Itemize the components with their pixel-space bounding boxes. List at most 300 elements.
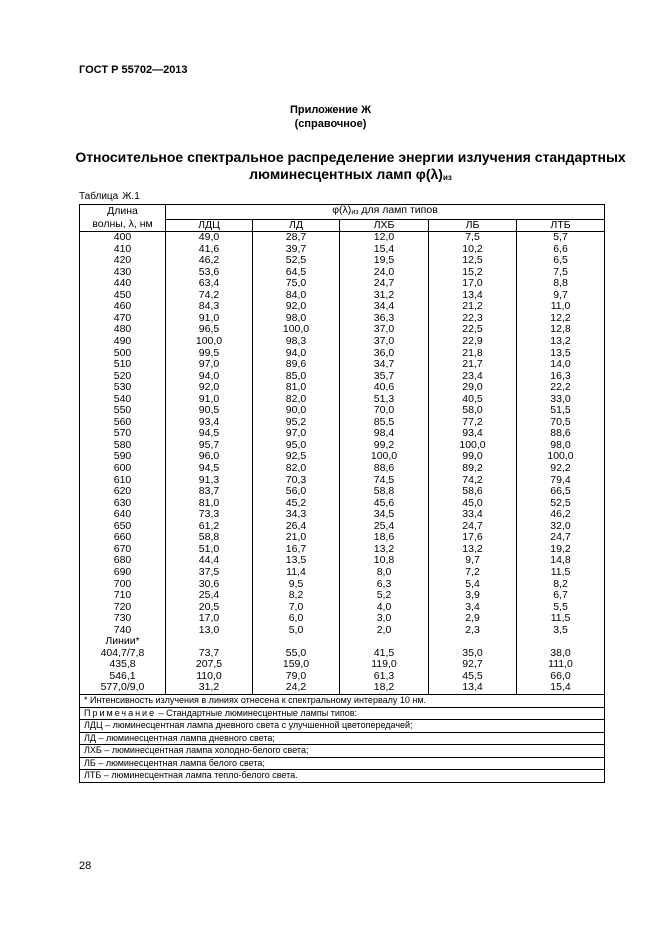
group-rest: для ламп типов	[358, 204, 438, 216]
cell-value: 93,4	[429, 428, 517, 440]
cell-value: 94,5	[166, 428, 253, 440]
cell-value: 6,6	[517, 244, 605, 256]
table-row	[80, 313, 605, 325]
cell-value: 40,6	[340, 382, 429, 394]
table-caption-prefix: Таблица	[79, 191, 119, 202]
cell-value: 45,5	[429, 671, 517, 683]
cell-value: 2,0	[340, 625, 429, 637]
table-title-line2	[60, 166, 641, 186]
cell-value: 100,0	[517, 451, 605, 463]
cell-value: 89,2	[429, 463, 517, 475]
cell-value: 35,0	[429, 648, 517, 660]
table-row	[80, 417, 605, 429]
cell-value: 66,5	[517, 486, 605, 498]
cell-value: 13,0	[166, 625, 253, 637]
table-row	[80, 486, 605, 498]
cell-value: 13,4	[429, 682, 517, 694]
cell-value: 24,7	[340, 278, 429, 290]
cell-wavelength: 700	[80, 579, 166, 591]
cell-value: 34,5	[340, 509, 429, 521]
wavelength-head-line2: волны, λ, нм	[92, 218, 153, 231]
cell-value: 34,3	[253, 509, 340, 521]
table-row	[80, 405, 605, 417]
cell-value: 58,6	[429, 486, 517, 498]
footnote	[80, 694, 605, 707]
cell-value: 159,0	[253, 659, 340, 671]
cell-value: 2,3	[429, 625, 517, 637]
table-row	[80, 348, 605, 360]
cell-value: 15,4	[340, 244, 429, 256]
cell-value: 31,2	[166, 682, 253, 694]
cell-wavelength: 720	[80, 602, 166, 614]
col-header-wavelength	[80, 205, 166, 232]
cell-wavelength: 404,7/7,8	[80, 648, 166, 660]
cell-value: 63,4	[166, 278, 253, 290]
cell-wavelength: 546,1	[80, 671, 166, 683]
cell-value: 21,2	[429, 301, 517, 313]
cell-wavelength: 410	[80, 244, 166, 256]
cell-wavelength: 660	[80, 532, 166, 544]
cell-wavelength: 480	[80, 324, 166, 336]
cell-value: 33,0	[517, 394, 605, 406]
table-row	[80, 255, 605, 267]
cell-value: 92,7	[429, 659, 517, 671]
cell-value: 100,0	[429, 440, 517, 452]
cell-value: 22,9	[429, 336, 517, 348]
cell-value: 51,3	[340, 394, 429, 406]
cell-value: 39,7	[253, 244, 340, 256]
cell-value: 99,5	[166, 348, 253, 360]
cell-value: 51,0	[166, 544, 253, 556]
table-caption-num: Ж.1	[122, 191, 140, 202]
cell-value: 37,0	[340, 324, 429, 336]
cell-value: 70,0	[340, 405, 429, 417]
col-header-4: ЛТБ	[517, 219, 605, 232]
cell-value: 46,2	[166, 255, 253, 267]
cell-value: 74,5	[340, 475, 429, 487]
definition	[80, 745, 605, 758]
table-row	[80, 278, 605, 290]
cell-value: 88,6	[340, 463, 429, 475]
cell-value: 26,4	[253, 521, 340, 533]
cell-value: 85,5	[340, 417, 429, 429]
appendix-title: Приложение Ж	[289, 104, 372, 116]
wavelength-head-line1: Длина	[107, 205, 138, 218]
group-phi-sub: из	[351, 209, 359, 216]
cell-value: 55,0	[253, 648, 340, 660]
cell-value: 3,0	[340, 613, 429, 625]
cell-value: 91,0	[166, 313, 253, 325]
cell-wavelength: 500	[80, 348, 166, 360]
cell-value: 97,0	[253, 428, 340, 440]
cell-value: 13,2	[517, 336, 605, 348]
cell-wavelength: 400	[80, 232, 166, 244]
document-id: ГОСТ Р 55702—2013	[79, 64, 188, 76]
cell-value: 8,0	[340, 567, 429, 579]
table-row	[80, 555, 605, 567]
table-row	[80, 567, 605, 579]
cell-value: 58,8	[340, 486, 429, 498]
cell-value: 81,0	[166, 498, 253, 510]
cell-value: 13,2	[429, 544, 517, 556]
cell-wavelength: 420	[80, 255, 166, 267]
cell-wavelength: 600	[80, 463, 166, 475]
note-text	[80, 707, 605, 720]
cell-value: 14,8	[517, 555, 605, 567]
cell-value: 91,0	[166, 394, 253, 406]
cell-value: 28,7	[253, 232, 340, 244]
cell-value: 83,7	[166, 486, 253, 498]
note-label: Примечание	[84, 707, 157, 718]
cell-value: 89,6	[253, 359, 340, 371]
cell-value: 45,2	[253, 498, 340, 510]
table-row	[80, 498, 605, 510]
col-header-1: ЛД	[253, 219, 340, 232]
cell-value: 111,0	[517, 659, 605, 671]
cell-wavelength: 650	[80, 521, 166, 533]
cell-value: 34,4	[340, 301, 429, 313]
cell-value: 16,7	[253, 544, 340, 556]
cell-value: 5,0	[253, 625, 340, 637]
cell-value: 6,3	[340, 579, 429, 591]
cell-wavelength: 450	[80, 290, 166, 302]
cell-value: 90,0	[253, 405, 340, 417]
cell-value: 119,0	[340, 659, 429, 671]
note-text: – Стандартные люминесцентные лампы типов:	[156, 707, 358, 718]
cell-value: 11,0	[517, 301, 605, 313]
cell-value: 10,2	[429, 244, 517, 256]
cell-value: 5,4	[429, 579, 517, 591]
cell-value: 5,7	[517, 232, 605, 244]
cell-wavelength: 590	[80, 451, 166, 463]
cell-value: 31,2	[340, 290, 429, 302]
cell-value: 46,2	[517, 509, 605, 521]
spectral-table	[79, 204, 605, 783]
cell-value: 19,2	[517, 544, 605, 556]
cell-value: 8,2	[253, 590, 340, 602]
table-row	[80, 440, 605, 452]
cell-value: 85,0	[253, 371, 340, 383]
table-row	[80, 475, 605, 487]
cell-value: 13,2	[340, 544, 429, 556]
cell-wavelength: 640	[80, 509, 166, 521]
cell-value: 88,6	[517, 428, 605, 440]
note	[80, 707, 605, 720]
cell-value: 40,5	[429, 394, 517, 406]
cell-wavelength: 630	[80, 498, 166, 510]
cell-value: 98,0	[517, 440, 605, 452]
cell-value: 19,5	[340, 255, 429, 267]
cell-value: 24,7	[429, 521, 517, 533]
definition-text: ЛД – люминесцентная лампа дневного света;	[80, 732, 605, 745]
table-title-line1: Относительное спектральное распределение энергии излучения стандартных	[75, 149, 626, 165]
cell-wavelength: 530	[80, 382, 166, 394]
cell-value: 2,9	[429, 613, 517, 625]
cell-value: 64,5	[253, 267, 340, 279]
table-row	[80, 336, 605, 348]
cell-value: 11,5	[517, 613, 605, 625]
cell-value: 70,3	[253, 475, 340, 487]
cell-value: 52,5	[253, 255, 340, 267]
table-row	[80, 232, 605, 244]
table-row	[80, 625, 605, 637]
table-row	[80, 324, 605, 336]
table-row	[80, 371, 605, 383]
table-row	[80, 463, 605, 475]
table-row	[80, 671, 605, 683]
cell-value: 11,5	[517, 567, 605, 579]
cell-wavelength: 620	[80, 486, 166, 498]
definition-text: ЛТБ – люминесцентная лампа тепло-белого света.	[80, 770, 605, 783]
cell-value: 92,0	[166, 382, 253, 394]
col-header-0: ЛДЦ	[166, 219, 253, 232]
table-row	[80, 521, 605, 533]
appendix-subtitle: (справочное)	[294, 118, 367, 130]
table-caption	[79, 191, 140, 202]
cell-value: 73,3	[166, 509, 253, 521]
cell-value: 10,8	[340, 555, 429, 567]
cell-value: 4,0	[340, 602, 429, 614]
cell-value: 25,4	[340, 521, 429, 533]
cell-value: 7,2	[429, 567, 517, 579]
cell-value: 92,5	[253, 451, 340, 463]
cell-value: 3,4	[429, 602, 517, 614]
cell-value: 81,0	[253, 382, 340, 394]
table-row	[80, 359, 605, 371]
cell-wavelength: 680	[80, 555, 166, 567]
cell-value: 35,7	[340, 371, 429, 383]
cell-value: 3,5	[517, 625, 605, 637]
cell-wavelength: 740	[80, 625, 166, 637]
table-row	[80, 532, 605, 544]
cell-value: 36,3	[340, 313, 429, 325]
cell-value: 16,3	[517, 371, 605, 383]
table-row	[80, 290, 605, 302]
cell-value: 90,5	[166, 405, 253, 417]
cell-value: 100,0	[166, 336, 253, 348]
cell-value: 24,0	[340, 267, 429, 279]
cell-value: 56,0	[253, 486, 340, 498]
cell-wavelength: 570	[80, 428, 166, 440]
cell-wavelength: 430	[80, 267, 166, 279]
cell-value: 9,7	[517, 290, 605, 302]
cell-value: 94,0	[166, 371, 253, 383]
cell-value: 21,8	[429, 348, 517, 360]
cell-value: 13,5	[517, 348, 605, 360]
cell-wavelength: 577,0/9,0	[80, 682, 166, 694]
table-row	[80, 648, 605, 660]
cell-value: 98,3	[253, 336, 340, 348]
footnote-text: * Интенсивность излучения в линиях отнесена к спектральному интервалу 10 нм.	[80, 694, 605, 707]
cell-value: 94,0	[253, 348, 340, 360]
cell-value: 36,0	[340, 348, 429, 360]
title-sub: из	[442, 173, 452, 182]
cell-wavelength: 540	[80, 394, 166, 406]
definition	[80, 770, 605, 783]
cell-value: 45,6	[340, 498, 429, 510]
cell-wavelength: 670	[80, 544, 166, 556]
cell-value: 98,0	[253, 313, 340, 325]
cell-value: 96,0	[166, 451, 253, 463]
cell-value: 13,5	[253, 555, 340, 567]
cell-value: 17,0	[429, 278, 517, 290]
cell-value: 14,0	[517, 359, 605, 371]
cell-value: 37,0	[340, 336, 429, 348]
cell-value: 61,2	[166, 521, 253, 533]
cell-value: 70,5	[517, 417, 605, 429]
cell-wavelength: 610	[80, 475, 166, 487]
definition-text: ЛБ – люминесцентная лампа белого света;	[80, 757, 605, 770]
cell-value: 7,5	[429, 232, 517, 244]
cell-value: 5,2	[340, 590, 429, 602]
cell-value: 11,4	[253, 567, 340, 579]
cell-value: 23,4	[429, 371, 517, 383]
cell-value: 7,5	[517, 267, 605, 279]
cell-value: 61,3	[340, 671, 429, 683]
cell-wavelength: 580	[80, 440, 166, 452]
cell-value: 21,7	[429, 359, 517, 371]
definition	[80, 757, 605, 770]
cell-value: 51,5	[517, 405, 605, 417]
cell-value: 49,0	[166, 232, 253, 244]
cell-value: 75,0	[253, 278, 340, 290]
table-row	[80, 244, 605, 256]
table-row	[80, 451, 605, 463]
cell-value: 12,2	[517, 313, 605, 325]
cell-value: 95,2	[253, 417, 340, 429]
cell-value: 21,0	[253, 532, 340, 544]
cell-value: 53,6	[166, 267, 253, 279]
table-row	[80, 382, 605, 394]
cell-value: 41,6	[166, 244, 253, 256]
cell-value: 12,8	[517, 324, 605, 336]
title-main: люминесцентных ламп φ(λ)	[249, 166, 443, 182]
cell-value: 66,0	[517, 671, 605, 683]
cell-value: 30,6	[166, 579, 253, 591]
table-row	[80, 428, 605, 440]
cell-value: 58,0	[429, 405, 517, 417]
cell-value: 6,7	[517, 590, 605, 602]
cell-value: 9,7	[429, 555, 517, 567]
cell-wavelength: 460	[80, 301, 166, 313]
cell-value: 44,4	[166, 555, 253, 567]
cell-wavelength: 490	[80, 336, 166, 348]
cell-value: 77,2	[429, 417, 517, 429]
cell-value: 5,5	[517, 602, 605, 614]
cell-value: 22,5	[429, 324, 517, 336]
cell-wavelength: 510	[80, 359, 166, 371]
definition-text: ЛДЦ – люминесцентная лампа дневного света с улучшенной цветопередачей;	[80, 720, 605, 733]
cell-value: 74,2	[429, 475, 517, 487]
cell-wavelength: 440	[80, 278, 166, 290]
cell-value: 94,5	[166, 463, 253, 475]
cell-value: 82,0	[253, 394, 340, 406]
cell-value: 79,0	[253, 671, 340, 683]
cell-value: 6,0	[253, 613, 340, 625]
cell-value: 6,5	[517, 255, 605, 267]
page-number: 28	[79, 860, 92, 872]
cell-value: 29,0	[429, 382, 517, 394]
cell-value: 25,4	[166, 590, 253, 602]
cell-value: 33,4	[429, 509, 517, 521]
cell-value: 52,5	[517, 498, 605, 510]
cell-value: 99,2	[340, 440, 429, 452]
cell-value: 92,2	[517, 463, 605, 475]
col-header-group	[166, 205, 605, 220]
cell-value: 74,2	[166, 290, 253, 302]
cell-value: 97,0	[166, 359, 253, 371]
cell-value: 22,3	[429, 313, 517, 325]
cell-value: 18,2	[340, 682, 429, 694]
cell-value: 207,5	[166, 659, 253, 671]
cell-value: 3,9	[429, 590, 517, 602]
group-phi: φ(λ)	[332, 204, 352, 216]
cell-wavelength: 710	[80, 590, 166, 602]
table-row	[80, 602, 605, 614]
cell-wavelength: 435,8	[80, 659, 166, 671]
cell-value: 9,5	[253, 579, 340, 591]
col-header-2: ЛХБ	[340, 219, 429, 232]
table-row	[80, 267, 605, 279]
cell-value: 13,4	[429, 290, 517, 302]
cell-value: 100,0	[340, 451, 429, 463]
cell-value: 99,0	[429, 451, 517, 463]
table-row	[80, 613, 605, 625]
cell-wavelength: 470	[80, 313, 166, 325]
table-row-lines-label	[80, 636, 605, 648]
cell-value: 95,0	[253, 440, 340, 452]
table-row	[80, 301, 605, 313]
cell-wavelength: 730	[80, 613, 166, 625]
cell-value: 96,5	[166, 324, 253, 336]
cell-value: 41,5	[340, 648, 429, 660]
cell-value: 93,4	[166, 417, 253, 429]
table-row	[80, 509, 605, 521]
cell-value: 8,2	[517, 579, 605, 591]
cell-value: 24,2	[253, 682, 340, 694]
cell-wavelength: 520	[80, 371, 166, 383]
cell-value: 32,0	[517, 521, 605, 533]
cell-value: 15,2	[429, 267, 517, 279]
cell-value: 73,7	[166, 648, 253, 660]
cell-value: 84,0	[253, 290, 340, 302]
table-row	[80, 590, 605, 602]
cell-value: 18,6	[340, 532, 429, 544]
cell-value: 7,0	[253, 602, 340, 614]
cell-value: 98,4	[340, 428, 429, 440]
cell-value: 15,4	[517, 682, 605, 694]
lines-label: Линии*	[80, 636, 166, 648]
cell-value: 34,7	[340, 359, 429, 371]
cell-value: 110,0	[166, 671, 253, 683]
cell-value: 17,6	[429, 532, 517, 544]
table-row	[80, 659, 605, 671]
cell-value: 84,3	[166, 301, 253, 313]
cell-value: 92,0	[253, 301, 340, 313]
cell-value: 12,0	[340, 232, 429, 244]
definition-text: ЛХБ – люминесцентная лампа холодно-белого света;	[80, 745, 605, 758]
col-header-3: ЛБ	[429, 219, 517, 232]
cell-wavelength: 690	[80, 567, 166, 579]
cell-value: 22,2	[517, 382, 605, 394]
cell-value: 38,0	[517, 648, 605, 660]
cell-value: 58,8	[166, 532, 253, 544]
cell-value: 12,5	[429, 255, 517, 267]
table-row	[80, 544, 605, 556]
cell-value: 91,3	[166, 475, 253, 487]
cell-wavelength: 550	[80, 405, 166, 417]
cell-value: 45,0	[429, 498, 517, 510]
